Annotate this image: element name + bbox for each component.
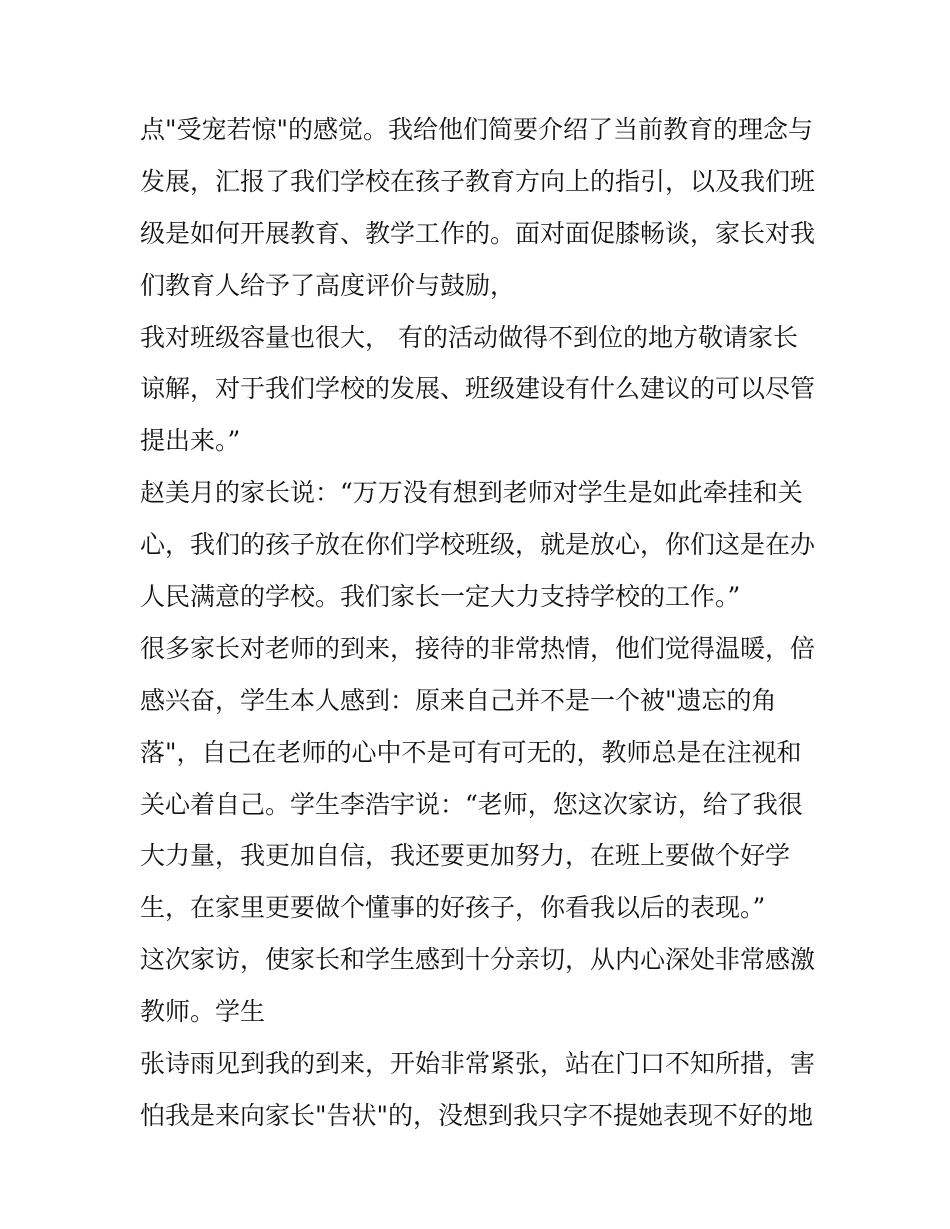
text-line: 生，在家里更要做个懂事的好孩子，你看我以后的表现。” xyxy=(140,893,766,923)
text-line: 关心着自己。学生李浩宇说：“老师，您这次家访，给了我很 xyxy=(140,789,803,819)
body-text xyxy=(140,104,820,1142)
text-line: 提出来。” xyxy=(140,426,241,456)
text-line: 谅解，对于我们学校的发展、班级建设有什么建议的可以尽管 xyxy=(140,374,816,404)
text-line: 人民满意的学校。我们家长一定大力支持学校的工作。” xyxy=(140,582,741,612)
text-line: 发展，汇报了我们学校在孩子教育方向上的指引，以及我们班 xyxy=(140,166,816,196)
text-line: 很多家长对老师的到来，接待的非常热情，他们觉得温暖，倍 xyxy=(140,633,816,663)
text-line: 们教育人给予了高度评价与鼓励， xyxy=(140,270,516,300)
text-line: 怕我是来向家长"告状"的，没想到我只字不提她表现不好的地 xyxy=(140,1100,814,1130)
text-line: 级是如何开展教育、教学工作的。面对面促膝畅谈，家长对我 xyxy=(140,218,816,248)
text-line: 感兴奋，学生本人感到：原来自己并不是一个被"遗忘的角 xyxy=(140,685,777,715)
text-line: 大力量，我更加自信，我还要更加努力，在班上要做个好学 xyxy=(140,841,791,871)
text-line: 落"，自己在老师的心中不是可有可无的，教师总是在注视和 xyxy=(140,737,802,767)
text-line: 这次家访，使家长和学生感到十分亲切，从内心深处非常感激 xyxy=(140,945,816,975)
text-line: 点"受宠若惊"的感觉。我给他们简要介绍了当前教育的理念与 xyxy=(140,115,814,144)
text-line: 张诗雨见到我的到来，开始非常紧张，站在门口不知所措，害 xyxy=(140,1049,816,1079)
text-line: 心，我们的孩子放在你们学校班级，就是放心，你们这是在办 xyxy=(140,530,816,560)
text-line: 赵美月的家长说：“万万没有想到老师对学生是如此牵挂和关 xyxy=(140,478,803,508)
text-line: 我对班级容量也很大， 有的活动做得不到位的地方敬请家长 xyxy=(140,322,798,352)
text-line: 教师。学生 xyxy=(140,997,266,1027)
